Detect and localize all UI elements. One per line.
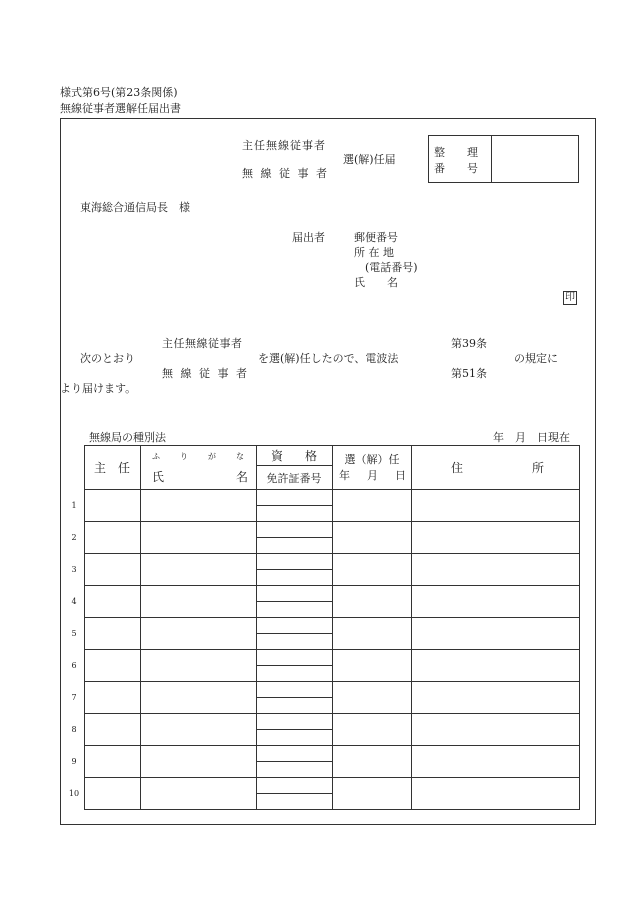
ref-label-line2: 番 号: [434, 162, 478, 175]
statement-article-39: 第39条: [451, 337, 487, 350]
row-chief-cell[interactable]: [85, 618, 140, 649]
row-name-cell[interactable]: [141, 746, 256, 777]
row-chief-cell[interactable]: [85, 778, 140, 809]
row-number: 7: [71, 693, 77, 702]
postal-code-label: 郵便番号: [354, 231, 398, 244]
row-name-cell[interactable]: [141, 650, 256, 681]
row-qualification-cell[interactable]: [257, 746, 332, 777]
row-address-cell[interactable]: [412, 586, 579, 617]
addressee: 東海総合通信局長 様: [80, 201, 190, 214]
statement-continuation: より届けます。: [60, 382, 137, 395]
row-address-cell[interactable]: [412, 490, 579, 521]
row-chief-cell[interactable]: [85, 522, 140, 553]
row-chief-cell[interactable]: [85, 554, 140, 585]
row-number: 5: [71, 629, 77, 638]
reference-divider: [491, 135, 492, 183]
statement-article-51: 第51条: [451, 367, 487, 380]
header-name-left: 氏: [152, 470, 165, 484]
table-right-border: [579, 445, 580, 810]
header-day: 日: [395, 469, 406, 482]
header-chief: 主 任: [93, 461, 130, 475]
row-qualification-cell[interactable]: [257, 682, 332, 713]
row-number: 9: [71, 757, 77, 766]
form-title: 無線従事者選解任届出書: [60, 102, 181, 115]
row-address-cell[interactable]: [412, 554, 579, 585]
header-address-left: 住: [451, 461, 464, 475]
row-qualification-cell[interactable]: [257, 522, 332, 553]
row-appointment-date-cell[interactable]: [333, 490, 411, 521]
furigana-char-2: り: [180, 452, 188, 461]
row-name-cell[interactable]: [141, 554, 256, 585]
row-name-cell[interactable]: [141, 618, 256, 649]
row-divider: [84, 809, 580, 810]
row-chief-cell[interactable]: [85, 586, 140, 617]
header-qual-left: 資: [271, 449, 284, 463]
statement-suffix: の規定に: [514, 352, 558, 365]
row-number: 3: [71, 565, 77, 574]
row-chief-cell[interactable]: [85, 650, 140, 681]
row-appointment-date-cell[interactable]: [333, 746, 411, 777]
title-operator: 無 線 従 事 者: [242, 167, 329, 180]
row-name-cell[interactable]: [141, 490, 256, 521]
row-address-cell[interactable]: [412, 618, 579, 649]
row-address-cell[interactable]: [412, 650, 579, 681]
furigana-char-4: な: [236, 452, 244, 461]
row-qualification-cell[interactable]: [257, 554, 332, 585]
title-chief-operator: 主任無線従事者: [242, 139, 326, 152]
row-qualification-cell[interactable]: [257, 586, 332, 617]
row-address-cell[interactable]: [412, 682, 579, 713]
row-qualification-cell[interactable]: [257, 490, 332, 521]
header-qual-divider: [256, 465, 332, 466]
header-license-number: 免許証番号: [266, 472, 322, 485]
header-appointment: 選（解）任: [344, 453, 400, 466]
row-appointment-date-cell[interactable]: [333, 650, 411, 681]
statement-prefix: 次のとおり: [80, 352, 135, 365]
row-appointment-date-cell[interactable]: [333, 618, 411, 649]
address-label: 所 在 地: [354, 246, 394, 259]
row-chief-cell[interactable]: [85, 746, 140, 777]
ref-label-line1: 整 理: [434, 146, 478, 159]
row-chief-cell[interactable]: [85, 682, 140, 713]
row-number: 10: [68, 789, 80, 798]
header-name-right: 名: [236, 470, 249, 484]
row-number: 6: [71, 661, 77, 670]
seal-mark: 印: [565, 292, 575, 303]
row-address-cell[interactable]: [412, 522, 579, 553]
row-qualification-cell[interactable]: [257, 650, 332, 681]
row-number: 8: [71, 725, 77, 734]
row-number: 4: [71, 597, 77, 606]
header-month: 月: [367, 469, 378, 482]
row-appointment-date-cell[interactable]: [333, 714, 411, 745]
row-name-cell[interactable]: [141, 682, 256, 713]
applicant-label: 届出者: [292, 231, 325, 244]
station-type-label: 無線局の種別法: [89, 431, 166, 444]
header-address-right: 所: [532, 461, 545, 475]
row-appointment-date-cell[interactable]: [333, 522, 411, 553]
header-year: 年: [339, 469, 350, 482]
row-appointment-date-cell[interactable]: [333, 682, 411, 713]
row-chief-cell[interactable]: [85, 714, 140, 745]
row-qualification-cell[interactable]: [257, 618, 332, 649]
statement-chief-operator: 主任無線従事者: [162, 337, 243, 350]
row-name-cell[interactable]: [141, 714, 256, 745]
furigana-char-1: ふ: [152, 452, 160, 461]
row-name-cell[interactable]: [141, 778, 256, 809]
title-appointment: 選(解)任届: [343, 153, 396, 166]
reference-number-box: [428, 135, 579, 183]
row-address-cell[interactable]: [412, 778, 579, 809]
header-qual-right: 格: [305, 449, 318, 463]
row-appointment-date-cell[interactable]: [333, 586, 411, 617]
statement-operator: 無 線 従 事 者: [162, 367, 249, 380]
row-qualification-cell[interactable]: [257, 778, 332, 809]
row-address-cell[interactable]: [412, 746, 579, 777]
phone-label: (電話番号): [365, 261, 418, 274]
row-number: 1: [71, 501, 77, 510]
row-address-cell[interactable]: [412, 714, 579, 745]
name-label: 氏 名: [354, 276, 398, 289]
furigana-char-3: が: [208, 452, 216, 461]
row-name-cell[interactable]: [141, 586, 256, 617]
date-label: 年 月 日現在: [493, 431, 570, 444]
row-appointment-date-cell[interactable]: [333, 778, 411, 809]
row-qualification-cell[interactable]: [257, 714, 332, 745]
row-appointment-date-cell[interactable]: [333, 554, 411, 585]
statement-middle: を選(解)任したので、電波法: [258, 352, 399, 365]
form-number: 様式第6号(第23条関係): [60, 86, 178, 99]
row-chief-cell[interactable]: [85, 490, 140, 521]
row-number: 2: [71, 533, 77, 542]
row-name-cell[interactable]: [141, 522, 256, 553]
